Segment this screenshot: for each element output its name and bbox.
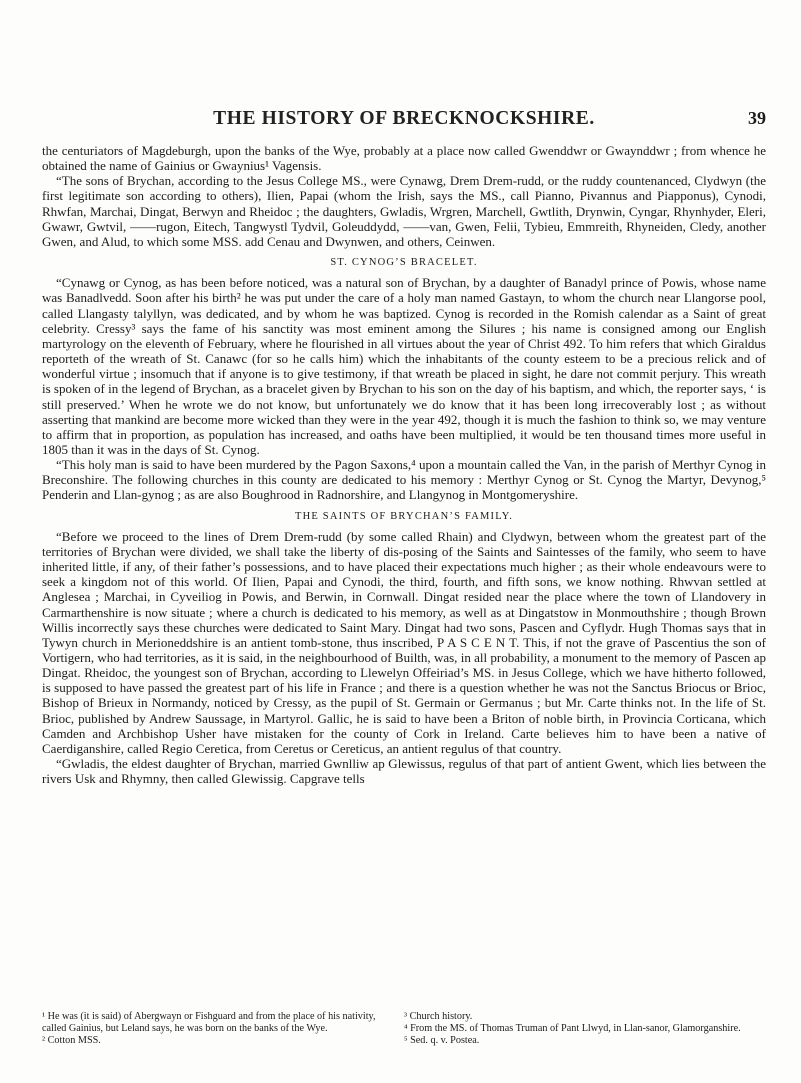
running-head: THE HISTORY OF BRECKNOCKSHIRE. <box>213 108 595 129</box>
footnotes-right <box>404 1011 766 1048</box>
page-number: 39 <box>748 108 766 128</box>
body-text <box>42 143 766 786</box>
page-header <box>42 108 766 130</box>
paragraph: “This holy man is said to have been murdered by the Pagon Saxons,⁴ upon a mountain called the Van, in the parish of Merthyr Cynog in Breconshire. The following churches in this county are dedicated to his memory : Merthyr Cynog or St. Cynog the Martyr, Devynog,⁵ Penderin and Llan-gynog ; as are also Boughrood in Radnorshire, and Llangynog in Montgomeryshire. <box>42 457 766 503</box>
footnotes <box>42 1011 766 1048</box>
paragraph: “The sons of Brychan, according to the Jesus College MS., were Cynawg, Drem Drem-rudd, or the ruddy countenanced, Clydwyn (the first legitimate son according to others), Ilien, Papai (whom the Irish, says the MS., call Pianno, Pivannus and Piapponus), Cynodi, Rhwfan, Marchai, Dingat, Berwyn and Rheidoc ; the daughters, Gwladis, Wrgren, Marchell, Gwtlith, Drynwin, Cyngar, Rhynhyder, Eleri, Gwawr, Gwtvil, ——rugon, Eitech, Tangwystl Tydvil, Goleuddydd, ——van, Gwen, Felii, Tybieu, Emmreith, Rhyneiden, Cledy, another Gwen, and Alud, to which some MSS. add Cenau and Dwynwen, and others, Ceinwen. <box>42 173 766 249</box>
paragraph: “Cynawg or Cynog, as has been before noticed, was a natural son of Brychan, by a daughter of Banadyl prince of Powis, whose name was Banadlvedd. Soon after his birth² he was put under the care of a holy man named Gastayn, to whom the church near Llangorse pool, called Llangasty talyllyn, was dedicated, and by whom he was baptized. Cynog is recorded in the Romish calendar as a Saint of great celebrity. Cressy³ says the fame of his sanctity was most eminent among the Silures ; his name is consigned among our English martyrology on the eleventh of February, where he flourished in all virtues about the year of Christ 492. To him refers that which Giraldus reporteth of the wreath of St. Canawc (for so he calls him) which the inhabitants of the county esteem to be a precious relick and of wonderful virtue ; insomuch that if anyone is to give testimony, if that wreath be placed in sight, he dare not commit perjury. This wreath is spoken of in the legend of Brychan, as a bracelet given by Brychan to his son on the day of his baptism, and which, the reporter says, ‘ is still preserved.’ When he wrote we do not know, but unfortunately we do know that it has been long irrecoverably lost ; as without asserting that mankind are become more wicked than they were in the year 492, though it is much the fashion to think so, we may venture to affirm that in proportion, as population has increased, and oaths have been multiplied, it would be ten thousand times more useful in 1805 than it was in the days of St. Cynog. <box>42 275 766 457</box>
footnote: ⁴ From the MS. of Thomas Truman of Pant Llwyd, in Llan-sanor, Glamorganshire. <box>404 1023 741 1035</box>
footnote: ² Cotton MSS. <box>42 1035 101 1047</box>
section-heading: ST. CYNOG’S BRACELET. <box>330 257 478 269</box>
paragraph: “Gwladis, the eldest daughter of Brychan, married Gwnlliw ap Glewissus, regulus of that part of antient Gwent, which lies between the rivers Usk and Rhymny, then called Glewissig. Capgrave tells <box>42 756 766 787</box>
document-page <box>42 0 766 1083</box>
paragraph: “Before we proceed to the lines of Drem Drem-rudd (by some called Rhain) and Clydwyn, between whom the greatest part of the territories of Brychan were divided, we shall take the liberty of dis-posing of the Saints and Saintesses of the family, who seem to have inherited little, if any, of their father’s possessions, and to have placed their expectations much higher ; as their whole endeavours were to seek a kingdom not of this world. Of Ilien, Papai and Cynodi, the third, fourth, and fifth sons, we know nothing. Rhwvan settled at Anglesea ; Marchai, in Cyveiliog in Powis, and Berwin, in Cornwall. Dingat resided near the place where the town of Llandovery in Carmarthenshire is now situate ; where a church is dedicated to his memory, as well as at Dingatstow in Monmouthshire ; though Brown Willis incorrectly says these churches were dedicated to Saint Mary. Dingat had two sons, Pascen and Cyflydr. Hugh Thomas says that in Tywyn church in Merioneddshire is an antient tomb-stone, thus inscribed, P A S C E N T. This, if not the grave of Pascentius the son of Vortigern, who had territories, as it is said, in the neighbourhood of Builth, was, in all probability, a monument to the memory of Pascen ap Dingat. Rheidoc, the youngest son of Brychan, according to Llewelyn Offeiriad’s MS. in Jesus College, which we have hitherto followed, is supposed to have passed the greatest part of his life in France ; and there is a question whether he was not the Sanctus Briocus or Brioc, Bishop of Brieux in Normandy, noticed by Cressy, as the pupil of St. Germain or Germanus ; but Mr. Carte thinks not. In the life of St. Brioc, published by Andrew Saussage, in Martyrol. Gallic, he is said to have been a Briton of noble birth, in Provincia Corticana, which Camden and Archbishop Usher have mistaken for the county of Cork in Ireland. Carte believes him to have been a native of Caerdiganshire, called Regio Ceretica, from Ceretus or Cereticus, an antient regulus of that country. <box>42 528 766 756</box>
footnote: ¹ He was (it is said) of Abergwayn or Fishguard and from the place of his nativity, called Gainius, but Leland says, he was born on the banks of the Wye. <box>42 1011 376 1035</box>
footnote: ⁵ Sed. q. v. Postea. <box>404 1035 480 1047</box>
section-heading: THE SAINTS OF BRYCHAN’S FAMILY. <box>294 510 514 522</box>
footnote: ³ Church history. <box>404 1011 473 1022</box>
paragraph: the centuriators of Magdeburgh, upon the banks of the Wye, probably at a place now called Gwenddwr or Gwaynddwr ; from whence he obtained the name of Gainius or Gwaynius¹ Vagensis. <box>42 143 766 174</box>
footnotes-left <box>42 1011 397 1048</box>
